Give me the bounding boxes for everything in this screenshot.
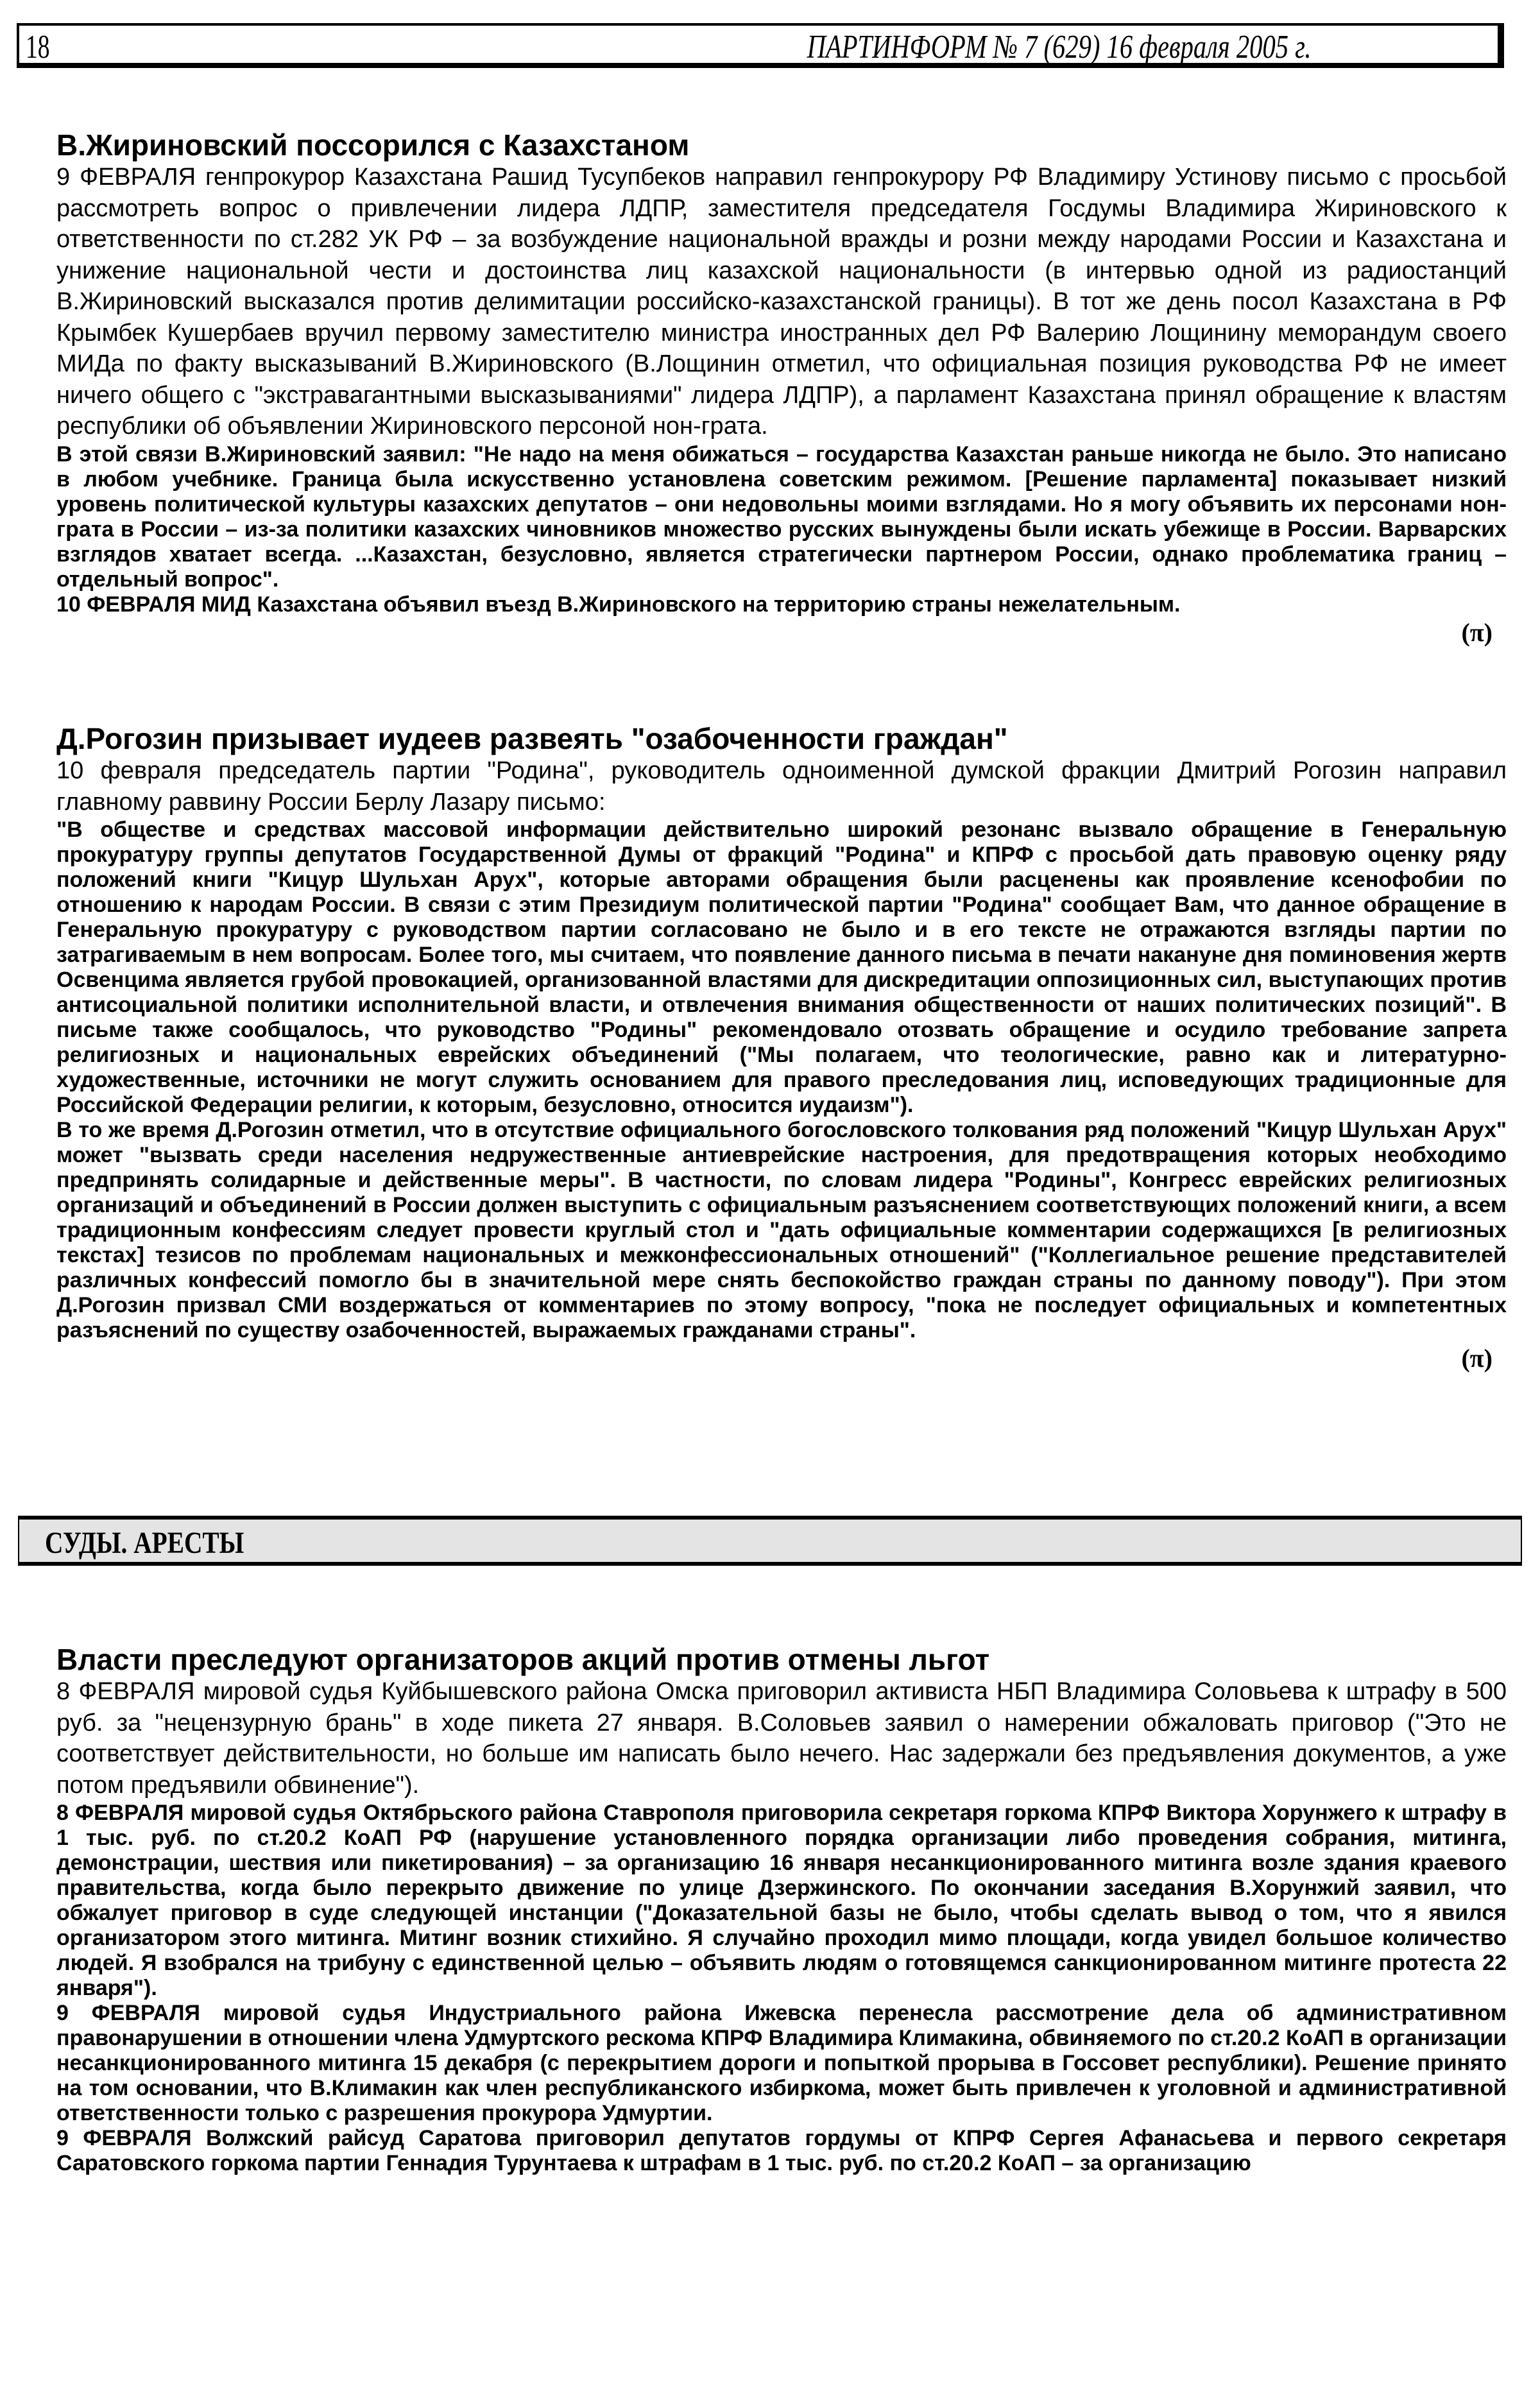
article-courts bbox=[56, 1643, 1507, 2176]
article-paragraph-quote: В этой связи В.Жириновский заявил: "Не надо на меня обижаться – государства Казахстан раньше никогда не было. Это написано в любом учебнике. Граница была искусственно установлена советским режимом. [Решение парламента] показывает низкий уровень политической культуры казахских депутатов – они недовольны моими взглядами. Но я могу объявить их персонами нон-грата в России – из-за политики казахских чиновников множество русских вынуждены были искать убежище в России. Варварских взглядов хватает всегда. ...Казахстан, безусловно, является стратегически партнером России, однако проблематика границ – отдельный вопрос". bbox=[56, 441, 1507, 592]
article-paragraph-letter: "В обществе и средствах массовой информации действительно широкий резонанс вызвало обращение в Генеральную прокуратуру группы депутатов Государственной Думы от фракций "Родина" и КПРФ с просьбой дать правовую оценку ряду положений книги "Кицур Шульхан Арух", которые авторами обращения были расценены как проявление ксенофобии по отношению к народам России. В связи с этим Президиум политической партии "Родина" сообщает Вам, что данное обращение в Генеральную прокуратуру с руководством партии согласовано не было и в его тексте не отражаются взгляды партии по затрагиваемым в нем вопросам. Более того, мы считаем, что появление данного письма в печати накануне дня поминовения жертв Освенцима является грубой провокацией, организованной властями для дискредитации оппозиционных сил, выступающих против антисоциальной политики исполнительной власти, и отвлечения внимания общественности от наших политических позиций". В письме также сообщалось, что руководство "Родины" рекомендовало отозвать обращение и осудило требование запрета религиозных и национальных еврейских объединений ("Мы полагаем, что теологические, равно как и литературно-художественные, источники не могут служить основанием для правого преследования лиц, исповедующих традиционные для Российской Федерации религии, к которым, безусловно, относится иудаизм"). bbox=[56, 818, 1507, 1117]
article-paragraph: 8 ФЕВРАЛЯ мировой судья Октябрьского района Ставрополя приговорила секретаря горкома КПРФ Виктора Хорунжего к штрафу в 1 тыс. руб. по ст.20.2 КоАП РФ (нарушение установленного порядка организации либо проведения собрания, митинга, демонстрации, шествия или пикетирования) – за организацию 16 января несанкционированного митинга возле здания краевого правительства, когда было перекрыто движение по улице Дзержинского. По окончании заседания В.Хорунжий заявил, что обжалует приговор в суде следующей инстанции ("Доказательной базы не было, чтобы сделать вывод о том, что я явился организатором этого митинга. Митинг возник стихийно. Я случайно проходил мимо площади, когда увидел большое количество людей. Я взобрался на трибуну с единственной целью – объявить людям о готовящемся санкционированном митинге протеста 22 января"). bbox=[56, 1801, 1507, 2000]
page-number: 18 bbox=[26, 29, 50, 65]
section-title: СУДЫ. АРЕСТЫ bbox=[45, 1526, 244, 1560]
article-paragraph: 10 февраля председатель партии "Родина", руководитель одноименной думской фракции Дмитрий Рогозин направил главному раввину России Берлу Лазару письмо: bbox=[56, 757, 1507, 816]
page-header bbox=[17, 23, 1504, 68]
article-paragraph: 9 ФЕВРАЛЯ мировой судья Индустриального района Ижевска перенесла рассмотрение дела об административном правонарушении в отношении члена Удмуртского рескома КПРФ Владимира Климакина, обвиняемого по ст.20.2 КоАП в организации несанкционированного митинга 15 декабря (с перекрытием дороги и попыткой прорыва в Госсовет республики). Решение принято на том основании, что В.Климакин как член республиканского избиркома, может быть привлечен к уголовной и административной ответственности только с разрешения прокурора Удмуртии. bbox=[56, 2001, 1507, 2125]
source-mark: (π) bbox=[1461, 1344, 1493, 1373]
article-zhirinovsky bbox=[56, 128, 1507, 648]
article-title: Д.Рогозин призывает иудеев развеять "озабоченности граждан" bbox=[56, 722, 1008, 755]
article-paragraph: 10 ФЕВРАЛЯ МИД Казахстана объявил въезд В.Жириновского на территорию страны нежелательным. bbox=[56, 592, 1181, 617]
article-title: Власти преследуют организаторов акций против отмены льгот bbox=[56, 1643, 990, 1676]
article-paragraph: 8 ФЕВРАЛЯ мировой судья Куйбышевского района Омска приговорил активиста НБП Владимира Соловьева к штрафу в 500 руб. за "нецензурную брань" в ходе пикета 27 января. В.Соловьев заявил о намерении обжаловать приговор ("Это не соответствует действительности, но больше им написать было нечего. Нас задержали без предъявления документов, а уже потом предъявили обвинение"). bbox=[56, 1678, 1507, 1799]
article-paragraph: В то же время Д.Рогозин отметил, что в отсутствие официального богословского толкования ряд положений "Кицур Шульхан Арух" может "вызвать среди населения недружественные антиеврейские настроения, для предотвращения которых необходимо предпринять солидарные и действенные меры". В частности, по словам лидера "Родины", Конгресс еврейских религиозных организаций и объединений в России должен выступить с официальным разъяснением соответствующих положений книги, а всем традиционным конфессиям следует провести круглый стол и "дать официальные комментарии содержащихся [в религиозных текстах] тезисов по проблемам национальных и межконфессиональных отношений" ("Коллегиальное решение представителей различных конфессий помогло бы в значительной мере снять беспокойство граждан страны по данному поводу"). При этом Д.Рогозин призвал СМИ воздержаться от комментариев по этому вопросу, "пока не последует официальных и компетентных разъяснений по существу озабоченностей, выражаемых гражданами страны". bbox=[56, 1118, 1507, 1342]
publication-title: ПАРТИНФОРМ № 7 (629) 16 февраля 2005 г. bbox=[807, 29, 1312, 65]
source-mark: (π) bbox=[1461, 617, 1493, 647]
article-title: В.Жириновский поссорился с Казахстаном bbox=[56, 128, 690, 162]
article-paragraph: 9 ФЕВРАЛЯ Волжский райсуд Саратова приговорил депутатов гордумы от КПРФ Сергея Афанасьева и первого секретаря Саратовского горкома партии Геннадия Турунтаева к штрафам в 1 тыс. руб. по ст.20.2 КоАП – за организацию bbox=[56, 2126, 1507, 2175]
section-header bbox=[18, 1516, 1522, 1566]
article-rogozin bbox=[56, 722, 1507, 1374]
article-paragraph: 9 ФЕВРАЛЯ генпрокурор Казахстана Рашид Тусупбеков направил генпрокурору РФ Владимиру Устинову письмо с просьбой рассмотреть вопрос о привлечении лидера ЛДПР, заместителя председателя Госдумы Владимира Жириновского к ответственности по ст.282 УК РФ – за возбуждение национальной вражды и розни между народами России и Казахстана и унижение национальной чести и достоинства лиц казахской национальности (в интервью одной из радиостанций В.Жириновский высказался против делимитации российско-казахстанской границы). В тот же день посол Казахстана в РФ Крымбек Кушербаев вручил первому заместителю министра иностранных дел РФ Валерию Лощинину меморандум своего МИДа по факту высказываний В.Жириновского (В.Лощинин отметил, что официальная позиция руководства РФ не имеет ничего общего с "экстравагантными высказываниями" лидера ЛДПР), а парламент Казахстана принял обращение к властям республики об объявлении Жириновского персоной нон-грата. bbox=[56, 164, 1507, 440]
